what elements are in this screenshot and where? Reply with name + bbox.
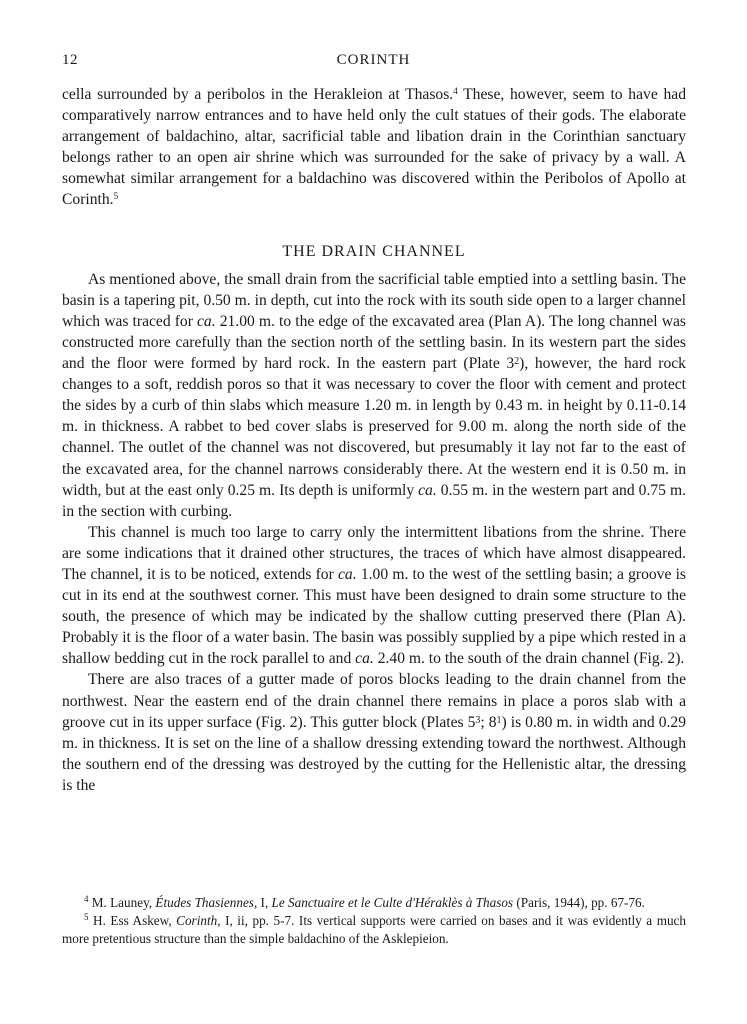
body-text <box>62 84 686 796</box>
running-head: CORINTH <box>336 52 411 68</box>
plate-ref: 1 <box>496 714 502 726</box>
intro-paragraph: cella surrounded by a peribolos in the Herakleion at Thasos.$^4$ These, however, seem to have had comparatively narrow entrances and to have held only the cult statues of their gods. The elaborate arrangement of baldachino, altar, sacrificial table and libation drain in the Corinthian sanctuary belongs rather to an open air shrine which was surrounded for the sake of privacy by a wall. A somewhat similar arrangement for a baldachino was discovered within the Peribolos of Apollo at Corinth.$^5$ <box>62 86 686 209</box>
plate-ref: 3 <box>475 714 481 726</box>
page-header <box>62 52 685 72</box>
section-heading: THE DRAIN CHANNEL <box>282 242 466 260</box>
footnote-4: $^4$ M. Launey, Études Thasiennes, I, Le Sanctuaire et le Culte d'Héraklès à Thasos (Paris, 1944), pp. 67-76. <box>84 894 645 910</box>
footnotes <box>62 894 686 948</box>
footnote-5: $^5$ H. Ess Askew, Corinth, I, ii, pp. 5-7. Its vertical supports were carried on bases and it was evidently a much more pretentious structure than the simple baldachino of the Asklepieion. <box>62 912 686 946</box>
paragraph-2: This channel is much too large to carry only the intermittent libations from the shrine. There are some indications that it drained other structures, the traces of which have almost disappeared. The channel, it is to be noticed, extends for ca. 1.00 m. to the west of the settling basin; a groove is cut in its end at the southwest corner. This must have been designed to drain some structure to the south, the presence of which may be indicated by the shallow cutting preserved there (Plan A). Probably it is the floor of a water basin. The basin was possibly supplied by a pipe which rested in a shallow bedding cut in the rock parallel to and ca. 2.40 m. to the south of the drain channel (Fig. 2). <box>62 523 686 668</box>
paragraph-3: There are also traces of a gutter made of poros blocks leading to the drain channel from the northwest. Near the eastern end of the drain channel there remains in place a poros slab with a groove cut in its upper surface (Fig. 2). This gutter block (Plates 5$^3$; 8$^1$) is 0.80 m. in width and 0.29 m. in thickness. It is set on the line of a shallow dressing extending toward the northwest. Although the southern end of the dressing was destroyed by the cutting for the Hellenistic altar, the dressing is the <box>62 671 687 794</box>
paragraph-1: As mentioned above, the small drain from the sacrificial table emptied into a settling basin. The basin is a tapering pit, 0.50 m. in depth, cut into the rock with its south side open to a larger channel which was traced for ca. 21.00 m. to the edge of the excavated area (Plan A). The long channel was constructed more carefully than the section north of the settling basin. In its western part the sides and the floor were formed by hard rock. In the eastern part (Plate 3$^2$), however, the hard rock changes to a soft, reddish poros so that it was necessary to cover the floor with cement and protect the sides by a curb of thin slabs which measure 1.20 m. in length by 0.43 m. in height by 0.11-0.14 m. in thickness. A rabbet to bed cover slabs is preserved for 9.00 m. along the north side of the channel. The outlet of the channel was not discovered, but presumably it lay not far to the east of the excavated area, for the channel narrows considerably there. At the western end it is 0.50 m. in width, but at the east only 0.25 m. Its depth is uniformly ca. 0.55 m. in the western part and 0.75 m. in the section with curbing. <box>62 270 686 520</box>
page-number: 12 <box>62 52 78 68</box>
footnote-ref-5[interactable]: 5 <box>113 191 119 202</box>
footnote-ref-4[interactable]: 4 <box>453 86 458 96</box>
plate-ref: 2 <box>514 356 520 368</box>
